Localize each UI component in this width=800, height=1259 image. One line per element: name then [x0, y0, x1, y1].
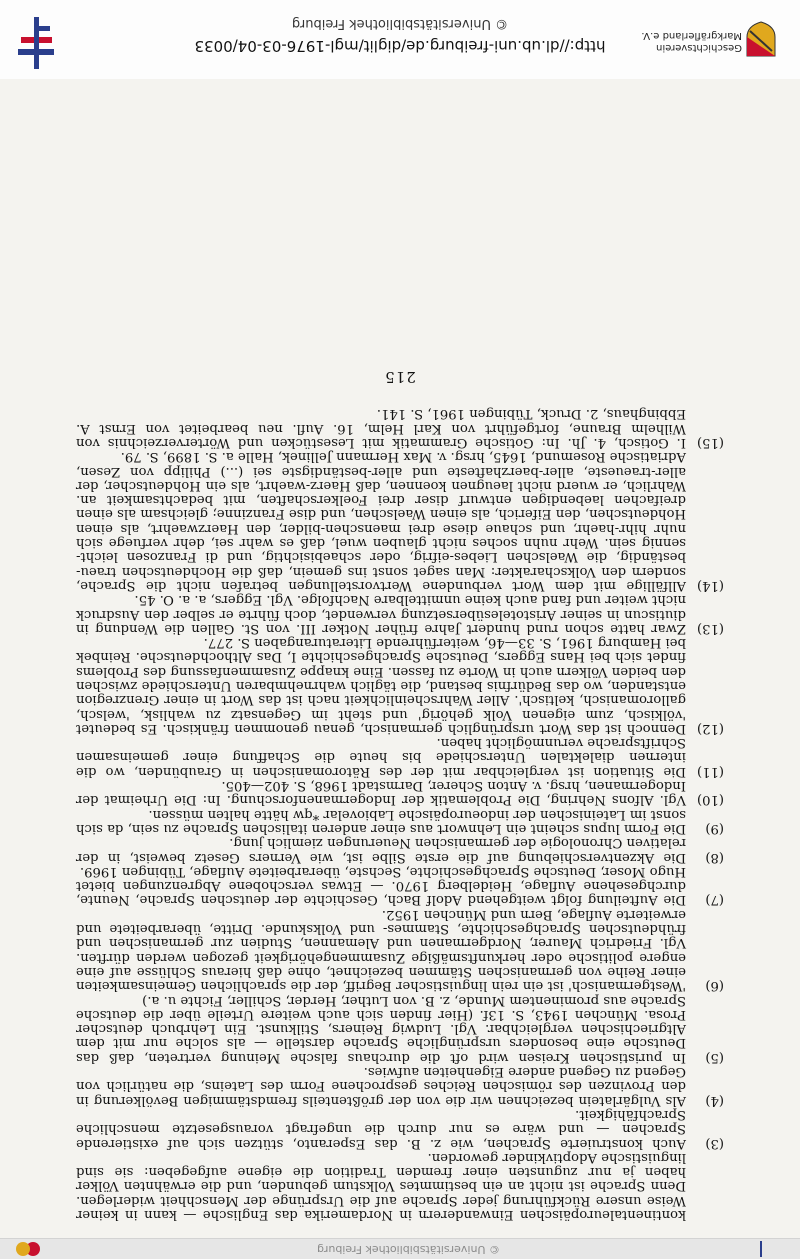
footnote-number: (6) — [705, 978, 724, 994]
footnote-text: Allfällige mit dem Wort verbundene Wertvorstellungen betrafen nicht die Sprache, sondern den Volkscharakter: Man saget sonst ins gemein, daß die Hochdeutschen traeu-beständig, die Waelschen Liebes-eifrig, oder schaebisichtig, und di Franzosen leicht-sennig sein. Wehr nuhn soches nicht glauben wuel, daß es wahr sei, dehr verfuege sich nuhr hihr-haehr, und schaue diese drei maenschen-bilder, den Haerzwaehrt, als einen Hohdeutschen, den Eiferich, als einen Waelschen, und dise Franzinne; gleichsam als einen dreifachen laebendigen entwurf diser drei Foelkerschaften, mit bedachtsamkeit an. Wahrlich, er wuerd nicht laeugnen koennen, daß Haerz-waehrt, als ein Hohdeutscher, der aller-traeueste, aller-baerzhafteste und aller-beständigste sei (...) Philipp von Zesen, Adriatische Rosemund, 1645, hrsg. v. Max Hermann Jellinek, Halle a. S. 1899, S. 79. — [76, 449, 686, 593]
footnote — [76, 806, 724, 835]
copyright-text: © Universitätsbibliothek Freiburg — [291, 16, 509, 31]
footnote — [76, 1107, 724, 1150]
footnote-number: (9) — [705, 820, 724, 836]
footnote — [76, 778, 724, 807]
footnote — [76, 635, 724, 735]
page-number: 215 — [384, 368, 416, 387]
viewer-top-strip — [0, 1238, 800, 1259]
footnote — [76, 864, 724, 907]
footnote-number: (3) — [705, 1135, 724, 1151]
footnote-text: Die Situation ist vergleichbar mit der des Rätoromanischen in Graubünden, wo die internen dialektalen Unterschiede bis heute die Schaffung einer gemeinsamen Schriftsprache verunmöglicht haben. — [76, 735, 686, 779]
footnote-text: Die Aufteilung folgt weitgehend Adolf Bach, Geschichte der deutschen Sprache, Neunte, durchgesehene Auflage, Heidelberg 1970. — Etwas verschobene Abgrenzungen bietet Hugo Moser, Deutsche Sprachgeschichte, Sechste, überarbeitete Auflage, Tübingen 1969. — [76, 863, 686, 908]
footnote-number: (13) — [696, 620, 724, 636]
footnote-number: (14) — [696, 577, 724, 593]
footnote-number: (12) — [696, 720, 724, 736]
footnote-text: In puristischen Kreisen wird oft die durchaus falsche Meinung vertreten, daß das Deutsche eine besonders ursprüngliche Sprache darstelle — als solche nur mit dem Altgriechischen vergleichbar. Vgl. Ludwig Reiners, Stilkunst. Ein Lehrbuch deutscher Prosa. München 1943, S. 13f. (Hier finden sich auch weitere Urteile über die deutsche Sprache aus prominentem Munde, z. B. von Luther, Herder, Schiller, Fichte u. a.) — [76, 992, 686, 1065]
footnote-text: Die Akzentverschiebung auf die erste Silbe ist, wie Verners Gesetz beweist, in der relativen Chronologie der germanischen Neuerungen ziemlich jung. — [76, 835, 686, 865]
footnote-number: (8) — [705, 849, 724, 865]
footnote-text: kontinentaleuropäischen Einwanderern in Nordamerika das Englische — kann in keiner Weise unsere Rückführung jeder Sprache auf die Ursprünge der Menschheit widerlegen. Denn Sprache ist nicht an ein bestimmtes Volkstum gebunden, und die erwähnten Völker haben ja nur zugunsten einer fremden Tradition die eigene aufgegeben: sie sind linguistische Adoptivkinder geworden. — [76, 1149, 686, 1222]
footnote-text: Zwar hatte schon rund hundert Jahre früher Notker III. von St. Gallen die Wendung in diutiscun in seiner Aristotelesübersetzung verwendet, doch führte er selber den Ausdruck nicht weiter und fand auch keine unmittelbare Nachfolge. Vgl. Eggers, a. a. O. 45. — [76, 592, 686, 636]
footnote-number: (15) — [696, 434, 724, 450]
footnote-number: (10) — [696, 792, 724, 808]
top-credit: © Universitätsbibliothek Freiburg — [317, 1243, 500, 1256]
footnote-number: (11) — [696, 763, 724, 779]
footnote — [76, 406, 724, 449]
crest-icon — [16, 1242, 40, 1256]
footnote — [76, 592, 724, 635]
ub-freiburg-logo-icon — [14, 17, 58, 69]
footnote-text: 'Westgermanisch' ist ein rein linguistischer Begriff, der die sprachlichen Gemeinsamkeiten einer Reihe von germanischen Stämmen bezeichnet, ohne daß hieraus Schlüsse auf eine engere politische oder herkunftsmäßige Zusammengehörigkeit gezogen werden dürften. Vgl. Friedrich Maurer, Nordgermanen und Alemannen, Studien zur germanischen und frühdeutschen Sprachgeschichte, Stammes- und Volkskunde. Dritte, überarbeitete und erweiterte Auflage, Bern und München 1952. — [76, 906, 686, 994]
footnote-text: Auch konstruierte Sprachen, wie z. B. das Esperanto, stützen sich auf existierende Sprachen — und wäre es nur durch die ungefragt vorausgesetzte menschliche Sprachfähigkeit. — [76, 1106, 686, 1151]
footnote-number: (4) — [705, 1092, 724, 1108]
footer-bar — [0, 0, 800, 79]
footnote — [76, 1150, 724, 1221]
footnote — [76, 449, 724, 592]
footnote — [76, 835, 724, 864]
footnote-list — [76, 406, 724, 1221]
footnote-text: Die Form lupus scheint ein Lehnwort aus einer anderen italischen Sprache zu sein, da sich sonst im Lateinischen der indoeuropäische Labiovelar *qw hätte halten müssen. — [76, 806, 686, 836]
footnote-text: I. Gotisch, 4. Jh. In: Gotische Grammatik mit Lesestücken und Wörterverzeichnis von Wilhelm Braune, fortgeführt von Karl Helm, 16. Aufl. neu bearbeitet von Ernst A. Ebbinghaus, 2. Druck, Tübingen 1961, S. 141. — [76, 406, 686, 450]
footnote-text: Als Vulgärlatein bezeichnen wir die von der größtenteils fremdstämmigen Bevölkerung in den Provinzen des römischen Reiches gesprochene Form des Lateins, die natürlich von Gegend zu Gegend andere Eigenheiten aufwies. — [76, 1064, 686, 1108]
footnotes-block — [76, 370, 724, 1221]
footnote — [76, 1064, 724, 1107]
footnote-number — [686, 1150, 724, 1221]
footnote-number: (7) — [705, 892, 724, 908]
footnote-text: Vgl. Alfons Nehring, Die Problematik der Indogermanenforschung. In: Die Urheimat der Indogermanen, hrsg. v. Anton Scherer, Darmstadt 1968, S. 402—405. — [76, 778, 686, 808]
footnote-text: Dennoch ist das Wort ursprünglich germanisch, genau genommen fränkisch. Es bedeutet 'völkisch, zum eigenen Volk gehörig' und steht im Gegensatz zu wahlisk, 'welsch, galloromanisch, keltisch'. Aller Wahrscheinlichkeit nach ist das Wort in einer Grenzregion entstanden, wo das Bedürfnis bestand, die täglich wahrnehmbaren Unterschiede zwischen den beiden Völkern auch in Worte zu fassen. Eine knappe Zusammenfassung des Problems findet sich bei Hans Eggers, Deutsche Sprachgeschichte I, Das Althochdeutsche. Reinbek bei Hamburg 1961, S. 33—46, weiterführende Literaturangaben S. 277. — [76, 635, 686, 736]
footnote — [76, 906, 724, 992]
footnote — [76, 992, 724, 1063]
permalink-url[interactable]: http://dl.ub.uni-freiburg.de/diglit/mgl-1976-03-04/0033 — [194, 37, 606, 55]
society-name: Geschichtsverein Markgräflerland e.V. — [641, 30, 742, 53]
footnote — [76, 735, 724, 778]
footnote-number: (5) — [705, 1049, 724, 1065]
ub-logo-icon — [760, 1241, 800, 1257]
